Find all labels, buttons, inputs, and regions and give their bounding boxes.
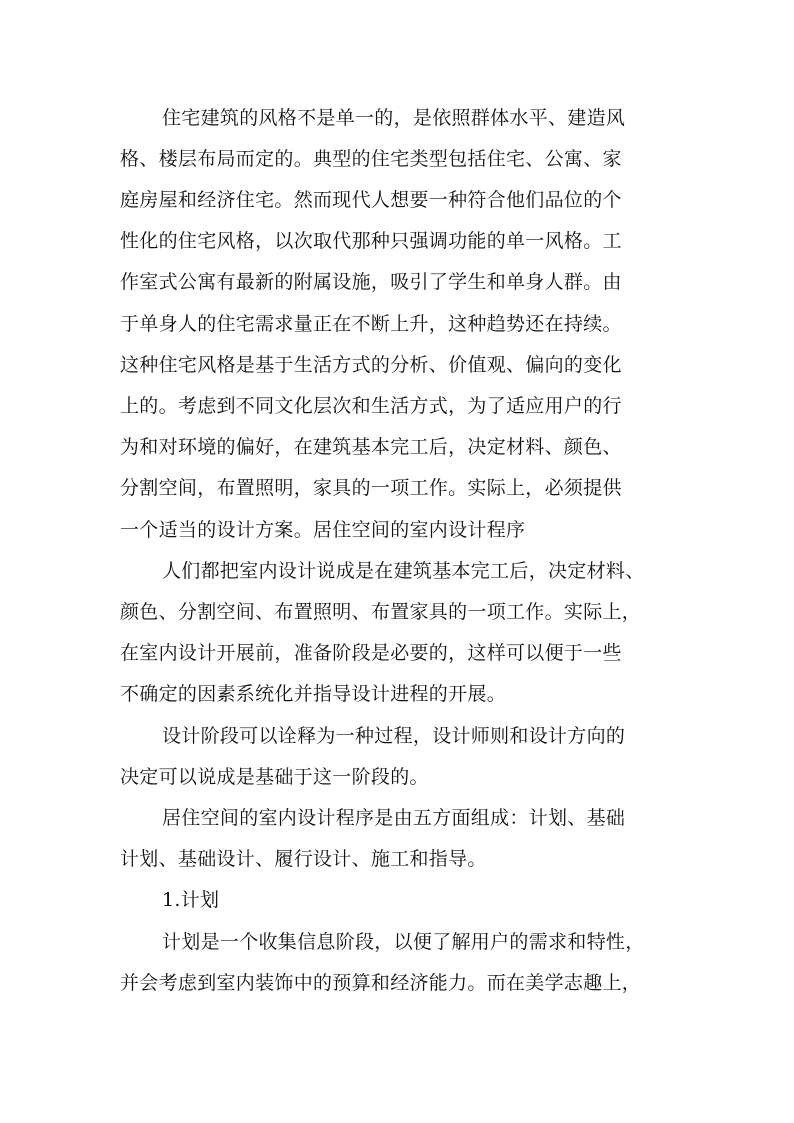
paragraph-line: 性化的住宅风格，以次取代那种只强调功能的单一风格。工	[120, 230, 622, 252]
paragraph-line: 一个适当的设计方案。居住空间的室内设计程序	[120, 519, 526, 541]
paragraph-line: 颜色、分割空间、布置照明、布置家具的一项工作。实际上，	[120, 601, 642, 623]
paragraph-line: 计划、基础设计、履行设计、施工和指导。	[120, 848, 487, 870]
paragraph-line: 住宅建筑的风格不是单一的，是依照群体水平、建造风	[162, 107, 626, 129]
paragraph-line: 格、楼层布局而定的。典型的住宅类型包括住宅、公寓、家	[120, 148, 622, 170]
paragraph-line: 为和对环境的偏好，在建筑基本完工后，决定材料、颜色、	[120, 436, 622, 458]
paragraph-line: 分割空间，布置照明，家具的一项工作。实际上，必须提供	[120, 477, 622, 499]
paragraph-line: 于单身人的住宅需求量正在不断上升，这种趋势还在持续。	[120, 313, 622, 335]
paragraph-line: 决定可以说成是基础于这一阶段的。	[120, 766, 429, 788]
paragraph-line: 不确定的因素系统化并指导设计进程的开展。	[120, 683, 507, 705]
paragraph-line: 并会考虑到室内装饰中的预算和经济能力。而在美学志趣上，	[120, 972, 642, 994]
paragraph-line: 在室内设计开展前，准备阶段是必要的，这样可以便于一些	[120, 642, 622, 664]
paragraph-line: 上的。考虑到不同文化层次和生活方式，为了适应用户的行	[120, 395, 622, 417]
section-heading: 1.计划	[162, 889, 220, 911]
paragraph-line: 计划是一个收集信息阶段，以便了解用户的需求和特性，	[162, 931, 645, 953]
paragraph-line: 这种住宅风格是基于生活方式的分析、价值观、偏向的变化	[120, 354, 622, 376]
paragraph-line: 庭房屋和经济住宅。然而现代人想要一种符合他们品位的个	[120, 189, 622, 211]
paragraph-line: 作室式公寓有最新的附属设施，吸引了学生和单身人群。由	[120, 271, 622, 293]
paragraph-line: 设计阶段可以诠释为一种过程，设计师则和设计方向的	[162, 725, 626, 747]
paragraph-line: 人们都把室内设计说成是在建筑基本完工后，决定材料、	[162, 560, 645, 582]
paragraph-line: 居住空间的室内设计程序是由五方面组成：计划、基础	[162, 807, 626, 829]
